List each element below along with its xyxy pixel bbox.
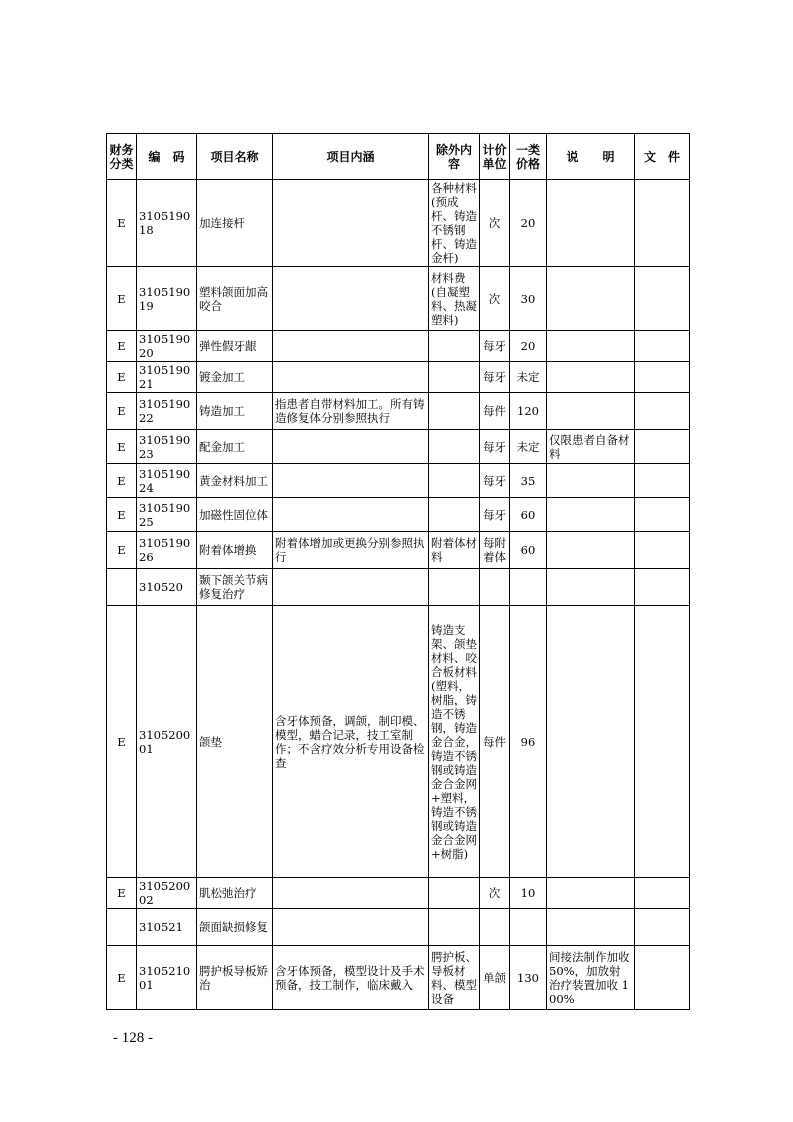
cell-unit: 每牙: [480, 498, 510, 532]
header-category: 财务分类: [107, 134, 137, 180]
cell-price: 20: [510, 331, 547, 362]
cell-note: [547, 393, 635, 430]
cell-excluded: [429, 430, 480, 464]
cell-name: 腭护板导板矫治: [197, 946, 273, 1010]
cell-document: [635, 878, 690, 909]
cell-excluded: [429, 464, 480, 498]
cell-excluded: [429, 909, 480, 946]
cell-category: E: [107, 331, 137, 362]
cell-price: 未定: [510, 362, 547, 393]
cell-category: E: [107, 430, 137, 464]
cell-name: 加磁性固位体: [197, 498, 273, 532]
cell-document: [635, 569, 690, 606]
cell-content: 附着体增加或更换分别参照执行: [273, 532, 429, 569]
cell-name: 弹性假牙龈: [197, 331, 273, 362]
table-row: [107, 946, 690, 1010]
cell-category: E: [107, 606, 137, 878]
cell-note: [547, 331, 635, 362]
cell-code: 310519026: [137, 532, 197, 569]
cell-content: [273, 878, 429, 909]
cell-excluded: [429, 331, 480, 362]
cell-document: [635, 909, 690, 946]
cell-price: 60: [510, 498, 547, 532]
cell-unit: 次: [480, 878, 510, 909]
cell-document: [635, 362, 690, 393]
cell-price: 35: [510, 464, 547, 498]
cell-code: 310520002: [137, 878, 197, 909]
cell-code: 310519022: [137, 393, 197, 430]
cell-content: [273, 331, 429, 362]
cell-document: [635, 606, 690, 878]
cell-content: [273, 180, 429, 267]
cell-content: [273, 909, 429, 946]
table-row: [107, 878, 690, 909]
cell-unit: [480, 569, 510, 606]
fee-table: [106, 133, 690, 1010]
table-row: [107, 464, 690, 498]
section-row: [107, 569, 690, 606]
cell-category: E: [107, 532, 137, 569]
cell-content: [273, 267, 429, 331]
cell-note: [547, 498, 635, 532]
cell-document: [635, 180, 690, 267]
cell-unit: 每件: [480, 606, 510, 878]
cell-category: E: [107, 946, 137, 1010]
cell-document: [635, 393, 690, 430]
cell-content: 含牙体预备，模型设计及手术预备，技工制作，临床戴入: [273, 946, 429, 1010]
cell-price: 20: [510, 180, 547, 267]
cell-category: E: [107, 393, 137, 430]
cell-code: 310519018: [137, 180, 197, 267]
table-row: [107, 606, 690, 878]
cell-note: [547, 532, 635, 569]
page-number: - 128 -: [113, 1030, 153, 1046]
cell-category: E: [107, 180, 137, 267]
cell-excluded: 各种材料(预成杆、铸造不锈钢杆、铸造金杆): [429, 180, 480, 267]
cell-content: [273, 430, 429, 464]
cell-content: [273, 464, 429, 498]
cell-content: 指患者自带材料加工。所有铸造修复体分别参照执行: [273, 393, 429, 430]
cell-code: 310519023: [137, 430, 197, 464]
cell-price: [510, 569, 547, 606]
header-item-name: 项目名称: [197, 134, 273, 180]
cell-section-code: 310521: [137, 909, 197, 946]
cell-section-code: 310520: [137, 569, 197, 606]
cell-unit: 每牙: [480, 464, 510, 498]
table-row: [107, 430, 690, 464]
header-note: 说 明: [547, 134, 635, 180]
cell-excluded: 铸造支架、颌垫材料、咬合板材料(塑料，树脂，铸造不锈钢，铸造金合金，铸造不锈钢或铸造金合金网+塑料，铸造不锈钢或铸造金合金网+树脂): [429, 606, 480, 878]
cell-code: 310519021: [137, 362, 197, 393]
cell-document: [635, 532, 690, 569]
header-document: 文 件: [635, 134, 690, 180]
cell-name: 附着体增换: [197, 532, 273, 569]
cell-price: 未定: [510, 430, 547, 464]
cell-price: 130: [510, 946, 547, 1010]
cell-document: [635, 267, 690, 331]
cell-name: 镀金加工: [197, 362, 273, 393]
cell-code: 310519020: [137, 331, 197, 362]
table-row: [107, 498, 690, 532]
cell-category: E: [107, 498, 137, 532]
cell-name: 颌垫: [197, 606, 273, 878]
cell-unit: 单颌: [480, 946, 510, 1010]
cell-document: [635, 498, 690, 532]
cell-name: 塑料颌面加高咬合: [197, 267, 273, 331]
cell-content: [273, 569, 429, 606]
cell-code: 310520001: [137, 606, 197, 878]
cell-section-name: 颞下颌关节病修复治疗: [197, 569, 273, 606]
cell-unit: 每牙: [480, 331, 510, 362]
cell-name: 铸造加工: [197, 393, 273, 430]
cell-note: 间接法制作加收50%，加放射治疗装置加收 100%: [547, 946, 635, 1010]
cell-name: 配金加工: [197, 430, 273, 464]
header-unit: 计价单位: [480, 134, 510, 180]
cell-price: 30: [510, 267, 547, 331]
cell-document: [635, 946, 690, 1010]
cell-code: 310519025: [137, 498, 197, 532]
cell-category: E: [107, 362, 137, 393]
cell-category: E: [107, 464, 137, 498]
cell-code: 310519019: [137, 267, 197, 331]
cell-unit: 次: [480, 267, 510, 331]
cell-excluded: [429, 498, 480, 532]
cell-price: 120: [510, 393, 547, 430]
cell-excluded: [429, 569, 480, 606]
table-row: [107, 180, 690, 267]
cell-excluded: 附着体材料: [429, 532, 480, 569]
cell-name: 黄金材料加工: [197, 464, 273, 498]
cell-note: [547, 878, 635, 909]
table-row: [107, 267, 690, 331]
cell-name: 加连接杆: [197, 180, 273, 267]
cell-note: [547, 569, 635, 606]
cell-category: E: [107, 267, 137, 331]
cell-section-name: 颌面缺损修复: [197, 909, 273, 946]
cell-content: 含牙体预备，调颌，制印模、模型，蜡合记录，技工室制作；不含疗效分析专用设备检查: [273, 606, 429, 878]
header-content: 项目内涵: [273, 134, 429, 180]
cell-document: [635, 430, 690, 464]
cell-price: 96: [510, 606, 547, 878]
cell-note: [547, 180, 635, 267]
cell-excluded: [429, 362, 480, 393]
cell-note: [547, 267, 635, 331]
cell-category: [107, 909, 137, 946]
cell-excluded: [429, 878, 480, 909]
cell-note: 仅限患者自备材料: [547, 430, 635, 464]
cell-price: 60: [510, 532, 547, 569]
table-row: [107, 532, 690, 569]
cell-category: [107, 569, 137, 606]
cell-content: [273, 362, 429, 393]
cell-content: [273, 498, 429, 532]
table-row: [107, 331, 690, 362]
cell-price: [510, 909, 547, 946]
header-price: 一类价格: [510, 134, 547, 180]
cell-unit: 每牙: [480, 430, 510, 464]
cell-code: 310519024: [137, 464, 197, 498]
cell-excluded: 腭护板、导板材料、模型设备: [429, 946, 480, 1010]
cell-name: 肌松弛治疗: [197, 878, 273, 909]
cell-unit: 每附着体: [480, 532, 510, 569]
cell-note: [547, 909, 635, 946]
header-row: [107, 134, 690, 180]
cell-unit: [480, 909, 510, 946]
cell-excluded: [429, 393, 480, 430]
cell-document: [635, 464, 690, 498]
cell-document: [635, 331, 690, 362]
cell-note: [547, 464, 635, 498]
cell-excluded: 材料费(自凝塑料、热凝塑料): [429, 267, 480, 331]
cell-note: [547, 362, 635, 393]
header-code: 编 码: [137, 134, 197, 180]
cell-unit: 每件: [480, 393, 510, 430]
section-row: [107, 909, 690, 946]
cell-price: 10: [510, 878, 547, 909]
cell-unit: 次: [480, 180, 510, 267]
cell-note: [547, 606, 635, 878]
table-row: [107, 362, 690, 393]
cell-unit: 每牙: [480, 362, 510, 393]
header-excluded: 除外内容: [429, 134, 480, 180]
cell-code: 310521001: [137, 946, 197, 1010]
cell-category: E: [107, 878, 137, 909]
table-row: [107, 393, 690, 430]
